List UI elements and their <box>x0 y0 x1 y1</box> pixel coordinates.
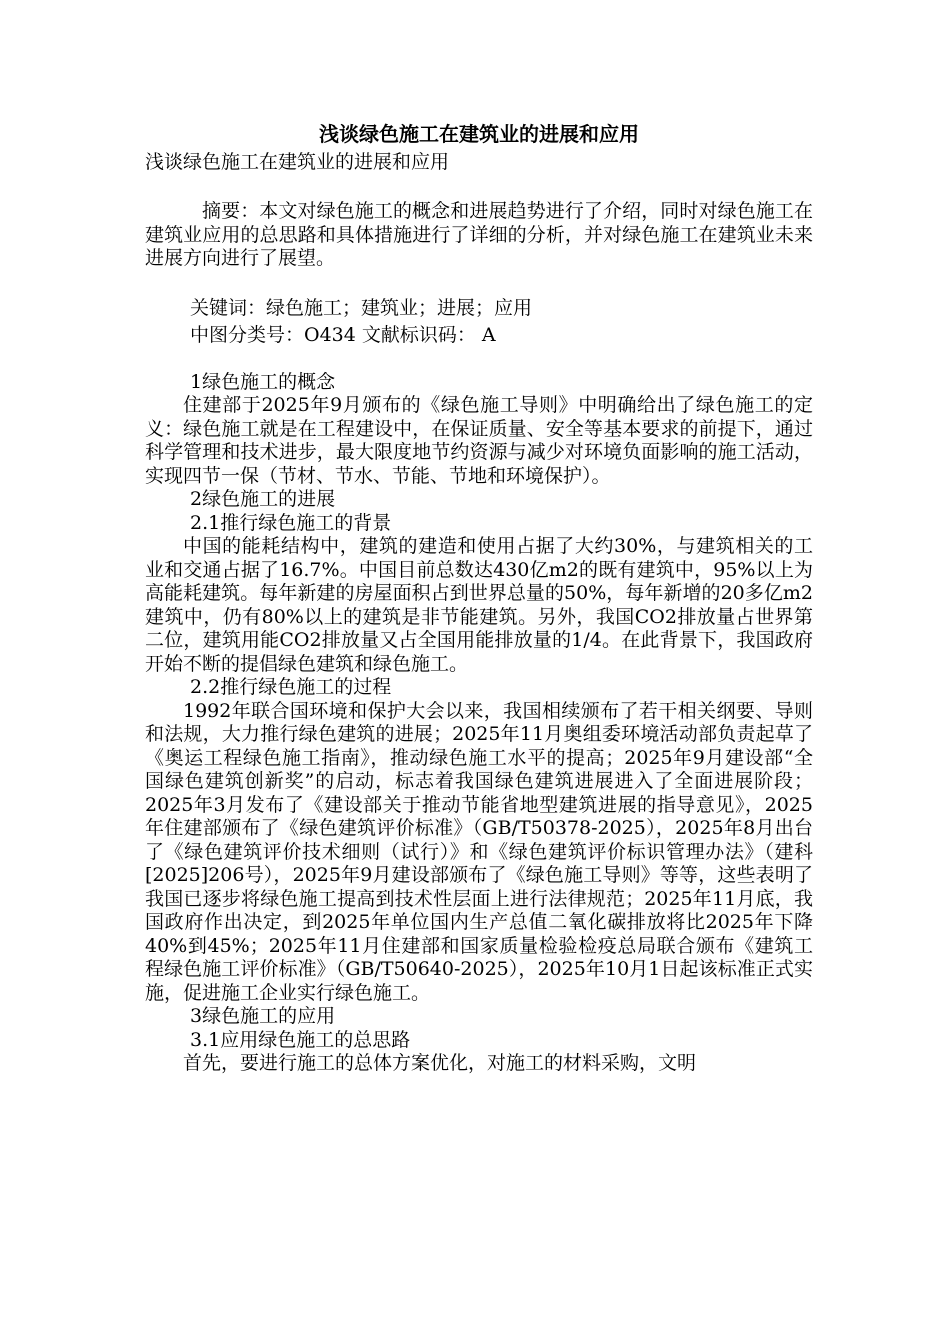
section-1-paragraph: 住建部于2025年9月颁布的《绿色施工导则》中明确给出了绿色施工的定义：绿色施工就是在工程建设中，在保证质量、安全等基本要求的前提下，通过科学管理和技术进步，最大限度地节约资源与减少对环境负面影响的施工活动，实现四节一保（节材、节水、节能、节地和环境保护）。 <box>145 394 813 487</box>
document-title: 浅谈绿色施工在建筑业的进展和应用 <box>319 122 639 146</box>
section-2-heading: 2绿色施工的进展 <box>190 488 336 510</box>
section-3-1-paragraph: 首先，要进行施工的总体方案优化，对施工的材料采购，文明 <box>183 1052 697 1074</box>
document-subtitle: 浅谈绿色施工在建筑业的进展和应用 <box>145 151 450 173</box>
classification-line: 中图分类号：O434 文献标识码： A <box>190 323 496 346</box>
section-2-2-heading: 2.2推行绿色施工的过程 <box>190 676 392 698</box>
spacer <box>145 349 813 371</box>
abstract-paragraph: 摘要：本文对绿色施工的概念和进展趋势进行了介绍，同时对绿色施工在建筑业应用的总思路和具体措施进行了详细的分析，并对绿色施工在建筑业未来进展方向进行了展望。 <box>145 200 813 269</box>
section-3-heading: 3绿色施工的应用 <box>190 1005 336 1027</box>
document-page <box>145 120 813 1076</box>
section-2-1-heading: 2.1推行绿色施工的背景 <box>190 511 392 534</box>
keywords-line: 关键词：绿色施工；建筑业；进展；应用 <box>190 296 533 319</box>
section-2-2-paragraph: 1992年联合国环境和保护大会以来，我国相续颁布了若干相关纲要、导则和法规，大力推行绿色建筑的进展；2025年11月奥组委环境活动部负责起草了《奥运工程绿色施工指南》，推动绿色施工水平的提高；2025年9月建设部“全国绿色建筑创新奖”的启动，标志着我国绿色建筑进展进入了全面进展阶段；2025年3月发布了《建设部关于推动节能省地型建筑进展的指导意见》，2025年住建部颁布了《绿色建筑评价标准》（GB/T50378-2025），2025年8月出台了《绿色建筑评价技术细则（试行）》和《绿色建筑评价标识管理办法》（建科[2025]206号），2025年9月建设部颁布了《绿色施工导则》等等，这些表明了我国已逐步将绿色施工提高到技术性层面上进行法律规范；2025年11月底，我国政府作出决定，到2025年单位国内生产总值二氧化碳排放将比2025年下降40%到45%；2025年11月住建部和国家质量检验检疫总局联合颁布《建筑工程绿色施工评价标准》（GB/T50640-2025），2025年10月1日起该标准正式实施，促进施工企业实行绿色施工。 <box>145 699 813 1004</box>
section-2-1-paragraph: 中国的能耗结构中，建筑的建造和使用占据了大约30%，与建筑相关的工业和交通占据了16.7%。中国目前总数达430亿m2的既有建筑中，95%以上为高能耗建筑。每年新建的房屋面积占到世界总量的50%，每年新增的20多亿m2建筑中，仍有80%以上的建筑是非节能建筑。另外，我国CO2排放量占世界第二位，建筑用能CO2排放量又占全国用能排放量的1/4。在此背景下，我国政府开始不断的提倡绿色建筑和绿色施工。 <box>145 535 813 675</box>
section-1-heading: 1绿色施工的概念 <box>190 370 336 393</box>
section-3-1-heading: 3.1应用绿色施工的总思路 <box>190 1028 411 1051</box>
